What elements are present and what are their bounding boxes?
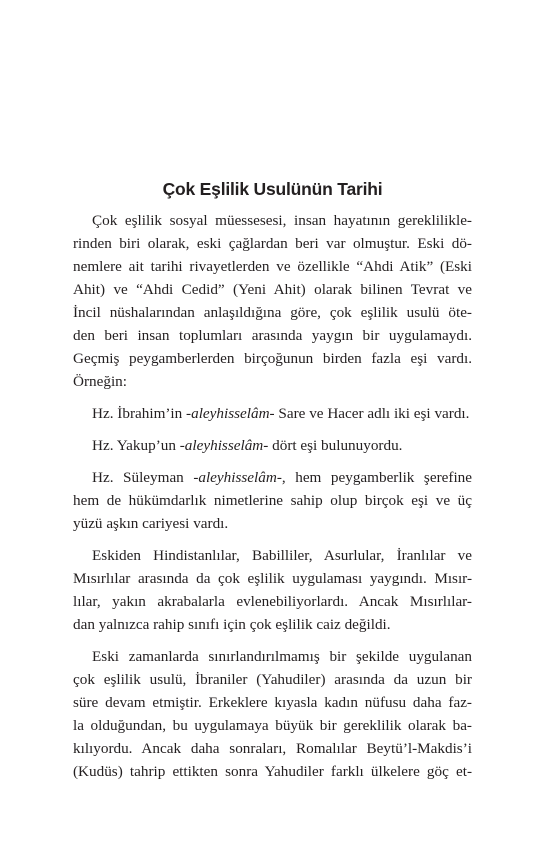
text-line: Örneğin: [73, 373, 127, 390]
text-line: Eskiden Hindistanlılar, Babilliler, Asurlular, İranlılar ve [92, 547, 472, 564]
paragraph-1 [73, 209, 472, 393]
text-line: İncil nüshalarından anlaşıldığına göre, çok eşlilik usulü öte- [73, 304, 472, 321]
text-line: dan yalnızca rahip sınıfı için çok eşlilik caiz değildi. [73, 616, 391, 633]
text-line: Çok eşlilik sosyal müessesesi, insan hayatının gereklilikle- [92, 212, 472, 229]
example-text: Sare ve Hacer adlı iki eşi vardı. [274, 405, 470, 422]
text-line: la olduğundan, bu uygulamaya büyük bir gereklilik olarak ba- [73, 717, 472, 734]
text-line: yüzü aşkın cariyesi vardı. [73, 515, 229, 532]
text-line: hem de hükümdarlık nimetlerine sahip olup birçok eşi ve üç [73, 492, 472, 509]
example-text: Hz. Süleyman [92, 469, 194, 486]
example-text: , hem peygamberlik şerefine [281, 469, 472, 486]
text-line [73, 466, 472, 489]
example-ibrahim [73, 402, 472, 425]
text-line: rinden biri olarak, eski çağlardan beri var olmuştur. Eski dö- [73, 235, 472, 252]
example-text: Hz. İbrahim’in [92, 405, 187, 422]
example-suleyman [73, 466, 472, 535]
text-line: den beri insan toplumları arasında yaygın bir uygulamaydı. [73, 327, 472, 344]
text-line: (Kudüs) tahrip ettikten sonra Yahudiler farklı ülkelere göç et- [73, 763, 472, 780]
text-line: Mısırlılar arasında da çok eşlilik uygulaması yaygındı. Mısır- [73, 570, 472, 587]
text-line: süre devam etmiştir. Erkeklere kıyasla kadın nüfusu daha faz- [73, 694, 472, 711]
honorific: -aleyhisselâm- [186, 405, 275, 422]
text-line: çok eşlilik usulü, İbraniler (Yahudiler) arasında da uzun bir [73, 671, 472, 688]
text-line: Geçmiş peygamberlerden birçoğunun birden fazla eşi vardı. [73, 350, 472, 367]
page-content [73, 178, 472, 792]
paragraph-2 [73, 544, 472, 636]
honorific: -aleyhisselâm- [179, 437, 269, 454]
text-line: Ahit) ve “Ahdi Cedid” (Yeni Ahit) olarak bilinen Tevrat ve [73, 281, 472, 298]
text-line: kılıyordu. Ancak daha sonraları, Romalılar Beytü’l-Makdis’i [73, 740, 472, 757]
example-text: dört eşi bulunuyordu. [268, 437, 403, 454]
example-yakup [73, 434, 472, 457]
honorific: -aleyhisselâm- [193, 469, 282, 486]
paragraph-3 [73, 645, 472, 783]
section-title: Çok Eşlilik Usulünün Tarihi [162, 179, 383, 199]
text-line: nemlere ait tarihi rivayetlerden ve özellikle “Ahdi Atik” (Eski [73, 258, 472, 275]
text-line: lılar, yakın akrabalarla evlenebiliyorlardı. Ancak Mısırlılar- [73, 593, 472, 610]
text-line: Eski zamanlarda sınırlandırılmamış bir şekilde uygulanan [92, 648, 472, 665]
example-text: Hz. Yakup’un [92, 437, 180, 454]
